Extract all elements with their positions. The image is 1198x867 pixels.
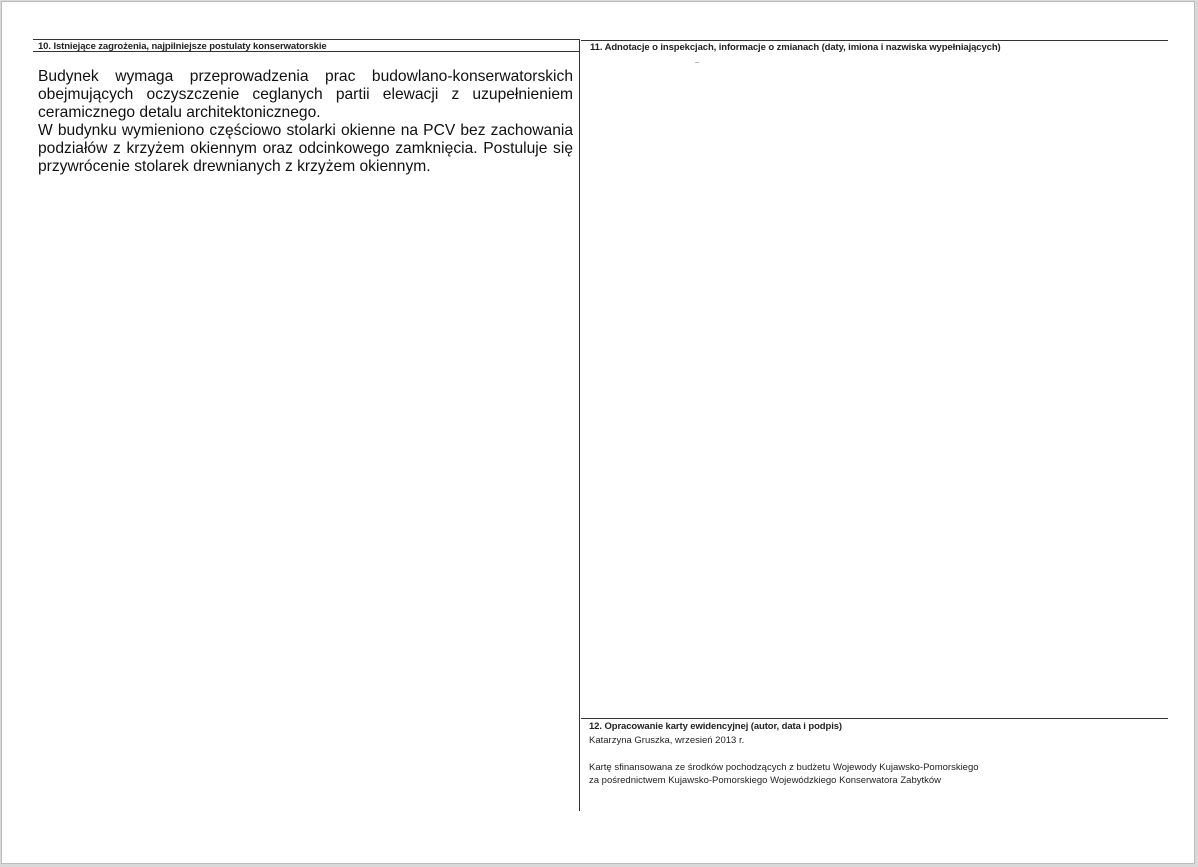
section-10-body	[38, 68, 573, 176]
section-12-funding-line-2: za pośrednictwem Kujawsko-Pomorskiego Wojewódzkiego Konserwatora Zabytków	[589, 775, 942, 786]
section-11-top-rule	[581, 40, 1168, 41]
section-10-top-rule	[33, 39, 579, 40]
section-12-top-rule	[581, 718, 1168, 719]
section-10-heading: 10. Istniejące zagrożenia, najpilniejsze postulaty konserwatorskie	[38, 41, 327, 52]
section-12-heading: 12. Opracowanie karty ewidencyjnej (autor, data i podpis)	[589, 721, 842, 732]
section-12-funding-line-1: Kartę sfinansowana ze środków pochodzących z budżetu Wojewody Kujawsko-Pomorskiego	[589, 762, 979, 773]
column-divider	[579, 39, 580, 811]
section-12-author: Katarzyna Gruszka, wrzesień 2013 r.	[589, 735, 745, 746]
faint-mark	[695, 62, 699, 63]
section-10-paragraph-1: Budynek wymaga przeprowadzenia prac budowlano-konserwatorskich obejmujących oczyszczenie ceglanych partii elewacji z uzupełnieniem ceramicznego detalu architektonicznego.	[38, 68, 573, 121]
section-10-paragraph-2: W budynku wymieniono częściowo stolarki okienne na PCV bez zachowania podziałów z krzyżem okiennym oraz odcinkowego zamknięcia. Postuluje się przywrócenie stolarek drewnianych z krzyżem okiennym.	[38, 122, 573, 175]
section-11-heading: 11. Adnotacje o inspekcjach, informacje o zmianach (daty, imiona i nazwiska wypełniających)	[590, 42, 1001, 53]
